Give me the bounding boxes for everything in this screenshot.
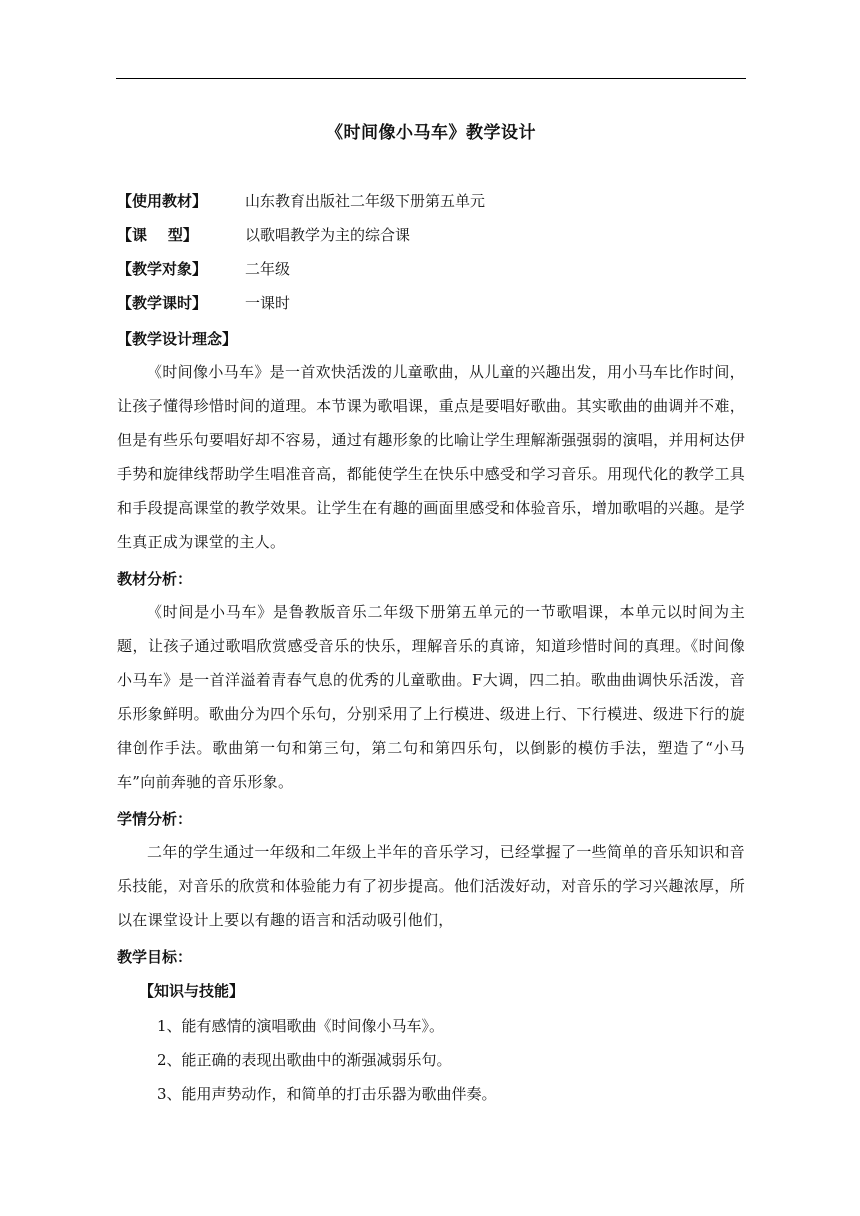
goal-item: 3、能用声势动作，和简单的打击乐器为歌曲伴奏。 bbox=[157, 1085, 497, 1103]
meta-label: 【使用教材】 bbox=[117, 192, 208, 210]
meta-value: 一课时 bbox=[245, 294, 291, 312]
design-concept-section bbox=[117, 327, 745, 559]
meta-label: 【教学对象】 bbox=[117, 260, 208, 278]
meta-value: 以歌唱教学为主的综合课 bbox=[245, 226, 411, 244]
meta-table bbox=[117, 189, 745, 325]
student-analysis-text: 二年的学生通过一年级和二年级上半年的音乐学习，已经掌握了一些简单的音乐知识和音乐技能，对音乐的欣赏和体验能力有了初步提高。他们活泼好动，对音乐的学习兴趣浓厚，所以在课堂设计上要以有趣的语言和活动吸引他们， bbox=[117, 843, 745, 929]
meta-label: 【教学课时】 bbox=[117, 294, 208, 312]
meta-value: 二年级 bbox=[245, 260, 291, 278]
meta-row-audience bbox=[117, 257, 745, 291]
material-analysis-text: 《时间是小马车》是鲁教版音乐二年级下册第五单元的一节歌唱课，本单元以时间为主题，让孩子通过歌唱欣赏感受音乐的快乐，理解音乐的真谛，知道珍惜时间的真理。《时间像小马车》是一首洋溢着青春气息的优秀的儿童歌曲。F大调，四二拍。歌曲曲调快乐活泼，音乐形象鲜明。歌曲分为四个乐句，分别采用了上行模进、级进上行、下行模进、级进下行的旋律创作手法。歌曲第一句和第三句，第二句和第四乐句，以倒影的模仿手法，塑造了“小马车”向前奔驰的音乐形象。 bbox=[117, 603, 745, 791]
material-analysis-heading: 教材分析： bbox=[117, 570, 193, 588]
meta-row-textbook bbox=[117, 189, 745, 223]
student-analysis-section bbox=[117, 807, 745, 937]
goals-heading: 教学目标： bbox=[117, 948, 193, 966]
goals-section bbox=[117, 945, 745, 1111]
header-rule bbox=[116, 78, 746, 79]
design-concept-heading: 【教学设计理念】 bbox=[117, 330, 238, 348]
design-concept-text: 《时间像小马车》是一首欢快活泼的儿童歌曲，从儿童的兴趣出发，用小马车比作时间，让孩子懂得珍惜时间的道理。本节课为歌唱课，重点是要唱好歌曲。其实歌曲的曲调并不难，但是有些乐句要唱好却不容易，通过有趣形象的比喻让学生理解渐强强弱的演唱，并用柯达伊手势和旋律线帮助学生唱准音高，都能使学生在快乐中感受和学习音乐。用现代化的教学工具和手段提高课堂的教学效果。让学生在有趣的画面里感受和体验音乐，增加歌唱的兴趣。是学生真正成为课堂的主人。 bbox=[117, 363, 745, 551]
goal-item: 1、能有感情的演唱歌曲《时间像小马车》。 bbox=[157, 1017, 445, 1035]
student-analysis-heading: 学情分析： bbox=[117, 810, 193, 828]
meta-row-hours bbox=[117, 291, 745, 325]
document-title: 《时间像小马车》教学设计 bbox=[326, 123, 536, 143]
meta-value: 山东教育出版社二年级下册第五单元 bbox=[245, 192, 486, 210]
meta-row-type bbox=[117, 223, 745, 257]
meta-label: 【课 型】 bbox=[117, 226, 198, 244]
material-analysis-section bbox=[117, 567, 745, 799]
goal-item: 2、能正确的表现出歌曲中的渐强减弱乐句。 bbox=[157, 1051, 452, 1069]
goals-subheading: 【知识与技能】 bbox=[139, 982, 245, 1000]
